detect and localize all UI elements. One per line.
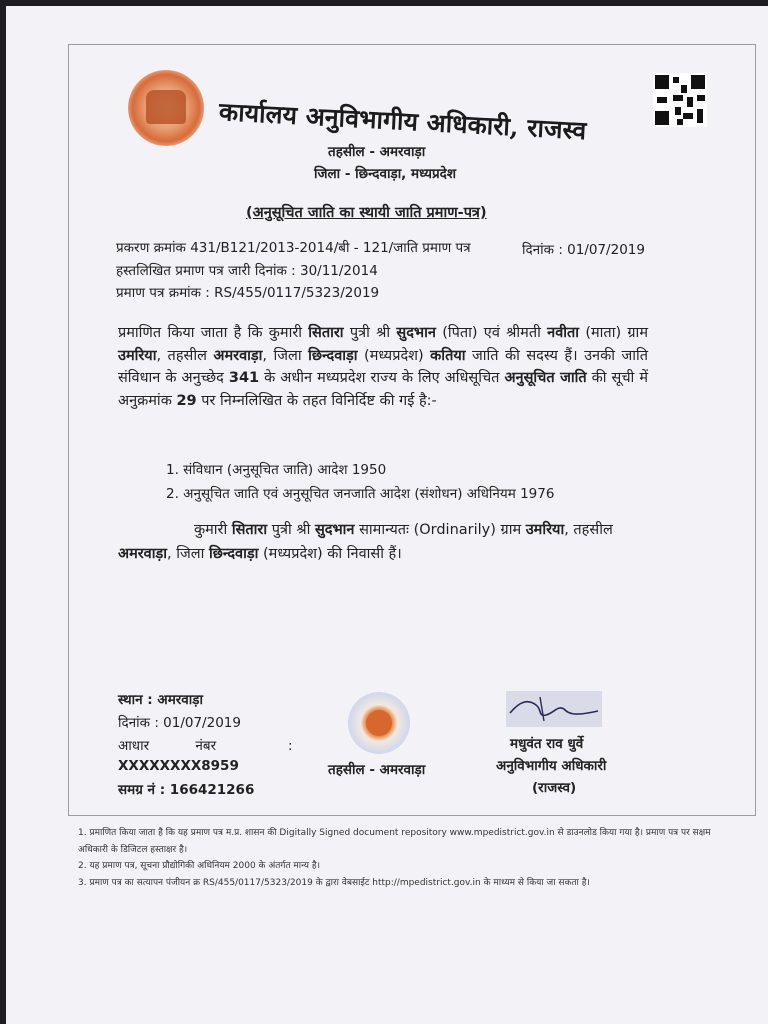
certificate-number: प्रमाण पत्र क्रमांक : RS/455/0117/5323/2019 xyxy=(116,285,380,301)
samagra-id: समग्र नं : 166421266 xyxy=(118,782,255,798)
list-item: 2. अनुसूचित जाति एवं अनुसूचित जनजाति आदेश (संशोधन) अधिनियम 1976 xyxy=(166,486,555,502)
place-field: स्थान : अमरवाड़ा xyxy=(118,692,204,708)
district-line: जिला - छिन्दवाड़ा, मध्यप्रदेश xyxy=(314,166,457,182)
seal-caption: तहसील - अमरवाड़ा xyxy=(328,762,426,778)
residence-paragraph: कुमारी सितारा पुत्री श्री सुदभान सामान्यतः (Ordinarily) ग्राम उमरिया, तहसील अमरवाड़ा, जिला छिन्दवाड़ा (मध्यप्रदेश) की निवासी हैं। xyxy=(118,522,613,562)
officer-name: मधुवंत राव धुर्वे xyxy=(510,736,584,752)
qr-code-icon xyxy=(653,73,707,127)
issue-date: दिनांक : 01/07/2019 xyxy=(522,242,645,258)
officer-department: (राजस्व) xyxy=(532,780,577,796)
certification-paragraph: प्रमाणित किया जाता है कि कुमारी सितारा पुत्री श्री सुदभान (पिता) एवं श्रीमती नवीता (माता) ग्राम उमरिया, तहसील अमरवाड़ा, जिला छिन्दवाड़ा (मध्यप्रदेश) कतिया जाति की सदस्य हैं। उनकी जाति संविधान के अनुच्छेद 341 के अधीन मध्यप्रदेश राज्य के लिए अधिसूचित अनुसूचित जाति की सूची में अनुक्रमांक 29 पर निम्नलिखित के तहत विनिर्दिष्ट की गई है:- xyxy=(118,325,649,409)
footnote: 3. प्रमाण पत्र का सत्यापन पंजीयन क्र RS/455/0117/5323/2019 के द्वारा वेबसाईट http://mpedistrict.gov.in के माध्यम से किया जा सकता है। xyxy=(78,877,590,888)
footnotes xyxy=(78,825,738,891)
officer-designation: अनुविभागीय अधिकारी xyxy=(496,758,607,774)
list-item: 1. संविधान (अनुसूचित जाति) आदेश 1950 xyxy=(166,462,387,478)
office-title: कार्यालय अनुविभागीय अधिकारी, राजस्व xyxy=(218,96,587,146)
officer-signature xyxy=(506,691,602,727)
government-emblem-seal xyxy=(128,70,204,146)
date-field: दिनांक : 01/07/2019 xyxy=(118,715,241,731)
certificate-title: (अनुसूचित जाति का स्थायी जाति प्रमाण-पत्र) xyxy=(246,205,487,221)
signature-icon xyxy=(506,691,602,727)
handwritten-issue-date: हस्तलिखित प्रमाण पत्र जारी दिनांक : 30/11/2014 xyxy=(116,263,378,279)
aadhaar-colon: : xyxy=(288,738,293,754)
tehsil-line: तहसील - अमरवाड़ा xyxy=(328,144,426,160)
aadhaar-number: XXXXXXXX8959 xyxy=(118,758,239,774)
aadhaar-label: आधार नंबर xyxy=(118,738,217,754)
footnote: 2. यह प्रमाण पत्र, सूचना प्रौद्योगिकी अधिनियम 2000 के अंतर्गत मान्य है। xyxy=(78,861,321,871)
footnote: 1. प्रमाणित किया जाता है कि यह प्रमाण पत्र म.प्र. शासन की Digitally Signed document repository www.mpedistrict.gov.in से डाउनलोड किया गया है। प्रमाण पत्र पर सक्षम अधिकारी के डिजिटल हस्ताक्षर है। xyxy=(78,828,711,855)
tehsil-office-seal xyxy=(348,692,410,754)
case-number: प्रकरण क्रमांक 431/B121/2013-2014/बी - 121/जाति प्रमाण पत्र xyxy=(116,240,471,256)
